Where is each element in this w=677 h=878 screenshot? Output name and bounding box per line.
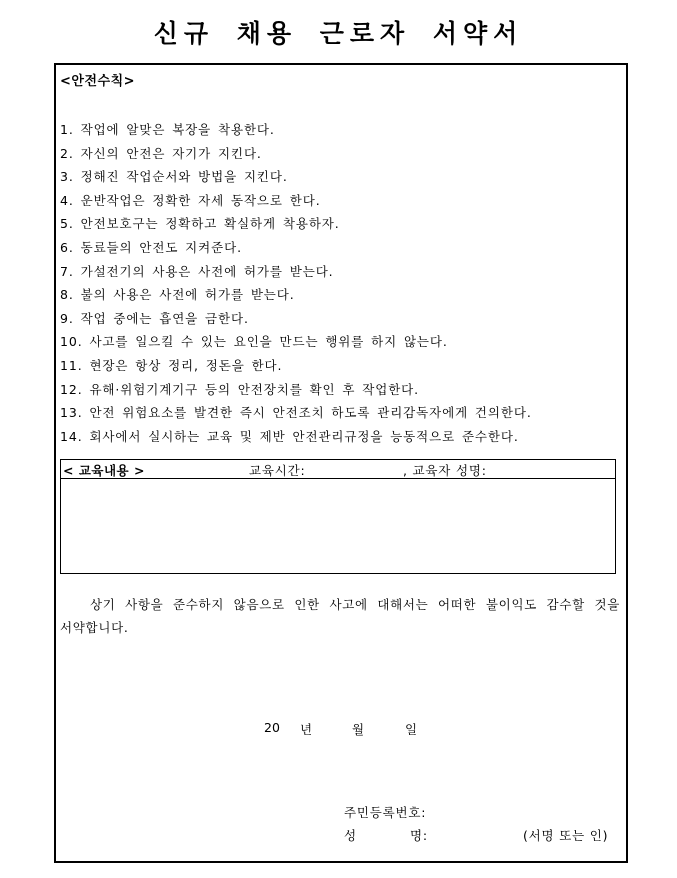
safety-rule: 13. 안전 위험요소를 발견한 즉시 안전조치 하도록 관리감독자에게 건의한다. — [60, 405, 532, 421]
safety-rule: 8. 불의 사용은 사전에 허가를 받는다. — [60, 287, 295, 303]
safety-rule: 2. 자신의 안전은 자기가 지킨다. — [60, 145, 262, 161]
resident-number-label: 주민등록번호: — [344, 805, 427, 820]
safety-rule: 1. 작업에 알맞은 복장을 착용한다. — [60, 122, 275, 137]
education-content-box — [60, 459, 616, 574]
safety-rule: 9. 작업 중에는 흡연을 금한다. — [60, 310, 249, 326]
safety-rule: 3. 정해진 작업순서와 방법을 지킨다. — [60, 169, 288, 185]
educator-name-label: , 교육자 성명: — [403, 463, 487, 478]
date-year-label: 년 — [300, 722, 313, 737]
sign-or-seal-label: (서명 또는 인) — [523, 828, 609, 843]
date-day-label: 일 — [405, 722, 418, 737]
safety-rule: 6. 동료들의 안전도 지켜준다. — [60, 239, 242, 255]
safety-rule: 4. 운반작업은 정확한 자세 동작으로 한다. — [60, 192, 321, 208]
education-time-label: 교육시간: — [249, 463, 306, 478]
safety-rule: 14. 회사에서 실시하는 교육 및 제반 안전관리규정을 능동적으로 준수한다. — [60, 428, 519, 444]
safety-rule: 10. 사고를 일으킬 수 있는 요인을 만드는 행위를 하지 않는다. — [60, 334, 448, 350]
safety-rule: 11. 현장은 항상 정리, 정돈을 한다. — [60, 357, 283, 373]
safety-rule: 12. 유해·위험기계기구 등의 안전장치를 확인 후 작업한다. — [60, 381, 420, 397]
safety-rule: 7. 가설전기의 사용은 사전에 허가를 받는다. — [60, 263, 334, 279]
name-label-second: 명: — [410, 828, 428, 843]
pledge-paragraph: 상기 사항을 준수하지 않음으로 인한 사고에 대해서는 어떠한 불이익도 감수할 것을 서약합니다. — [60, 597, 620, 635]
date-year-prefix: 20 — [264, 720, 280, 735]
safety-rules-list — [60, 118, 532, 448]
date-month-label: 월 — [352, 722, 365, 737]
safety-rules-heading: <안전수칙> — [60, 74, 136, 89]
education-header-row — [61, 460, 615, 479]
name-label-first: 성 — [344, 828, 357, 843]
education-heading: < 교육내용 > — [63, 463, 145, 478]
safety-rule: 5. 안전보호구는 정확하고 확실하게 착용하자. — [60, 216, 340, 232]
document-title: 신규 채용 근로자 서약서 — [153, 19, 524, 48]
